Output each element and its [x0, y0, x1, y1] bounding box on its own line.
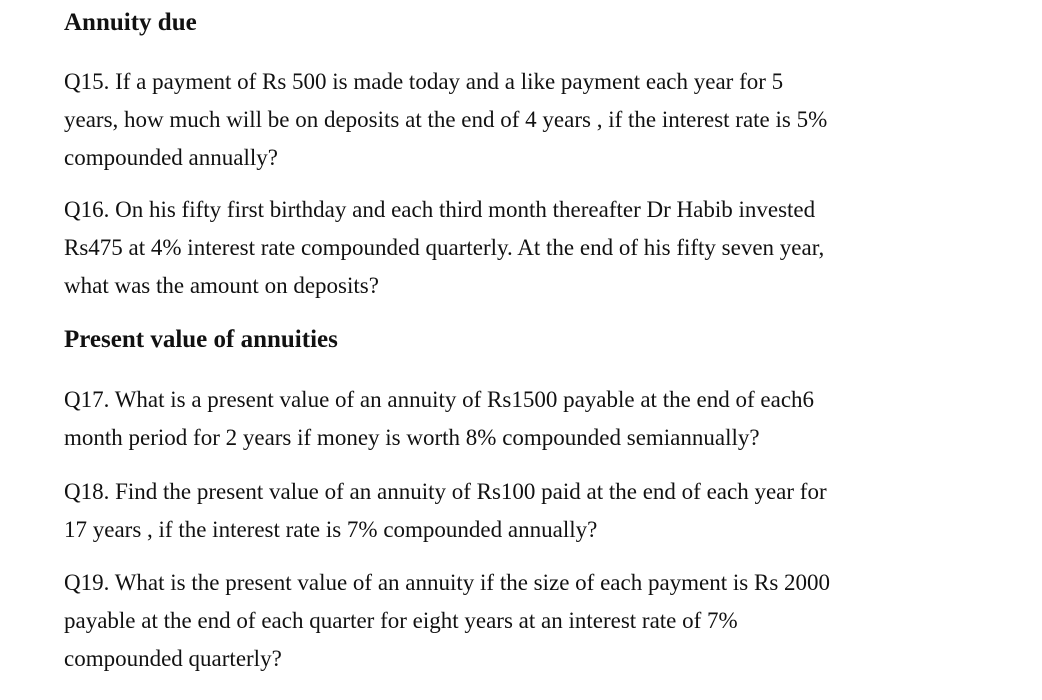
question-line: payable at the end of each quarter for eight years at an interest rate of 7%	[64, 608, 738, 633]
question-line: Q18. Find the present value of an annuity of Rs100 paid at the end of each year for	[64, 479, 827, 504]
question-q17	[64, 381, 814, 457]
question-line: Q15. If a payment of Rs 500 is made today and a like payment each year for 5	[64, 69, 784, 94]
question-q18	[64, 473, 827, 549]
question-q15	[64, 63, 827, 177]
question-line: compounded annually?	[64, 145, 278, 170]
question-q16	[64, 191, 824, 305]
question-line: Q19. What is the present value of an annuity if the size of each payment is Rs 2000	[64, 570, 831, 595]
question-line: 17 years , if the interest rate is 7% compounded annually?	[64, 517, 598, 542]
question-line: Rs475 at 4% interest rate compounded quarterly. At the end of his fifty seven year,	[64, 235, 825, 260]
question-line: years, how much will be on deposits at the end of 4 years , if the interest rate is 5%	[64, 107, 828, 132]
question-line: compounded quarterly?	[64, 646, 282, 671]
section-heading-present-value: Present value of annuities	[64, 326, 338, 353]
question-line: Q17. What is a present value of an annuity of Rs1500 payable at the end of each6	[64, 387, 815, 412]
question-line: Q16. On his fifty first birthday and each third month thereafter Dr Habib invested	[64, 197, 816, 222]
question-line: month period for 2 years if money is worth 8% compounded semiannually?	[64, 425, 760, 450]
question-line: what was the amount on deposits?	[64, 273, 379, 298]
section-heading-annuity-due: Annuity due	[64, 9, 197, 36]
question-q19	[64, 564, 830, 678]
